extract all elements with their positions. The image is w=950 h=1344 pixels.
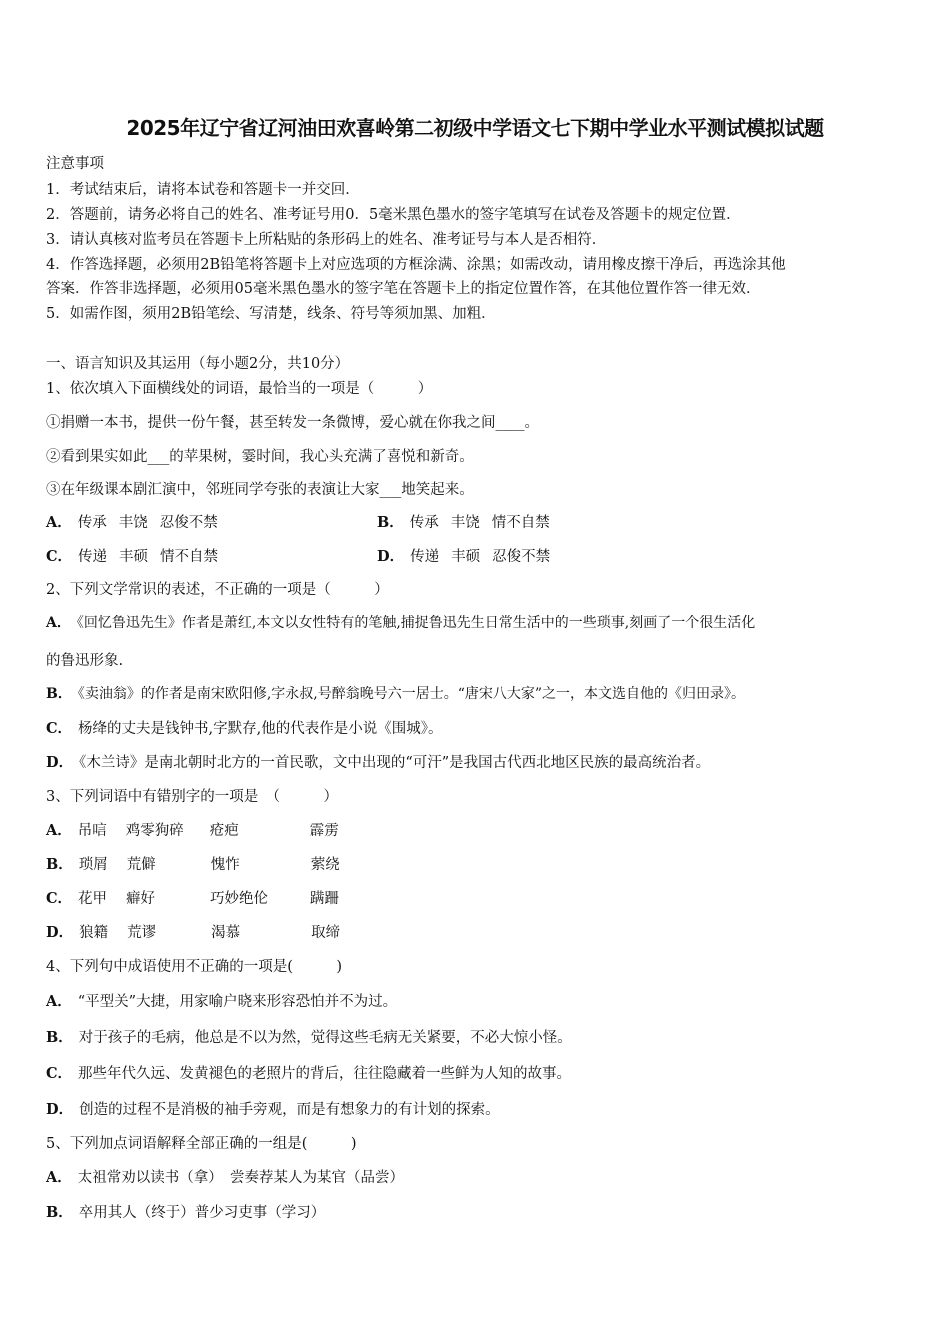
notice-heading: 注意事项 [46,156,104,172]
option-b: B． 传承 丰饶 情不自禁 [377,514,550,531]
question-5-option-a: A． 太祖常劝以读书（拿） 尝奏荐某人为某官（品尝） [46,1169,405,1186]
notice-item: 5．如需作图，须用2B铅笔绘、写清楚，线条、符号等须加黑、加粗． [46,306,496,322]
question-4-stem: 4、下列句中成语使用不正确的一项是( ) [46,959,343,975]
question-5-option-b: B． 卒用其人（终于）普少习吏事（学习） [46,1204,326,1221]
question-3-option-b: B． 琐屑 荒僻 愧怍 萦绕 [46,856,340,873]
question-2-option-a: A． 《回忆鲁迅先生》作者是萧红,本文以女性特有的笔触,捕捉鲁迅先生日常生活中的一些琐事,刻画了一个很生活化 [46,615,756,631]
question-1-sentence: ②看到果实如此___的苹果树，霎时间，我心头充满了喜悦和新奇。 [46,449,474,465]
question-4-option-d: D． 创造的过程不是消极的袖手旁观，而是有想象力的有计划的探索。 [46,1101,500,1118]
question-1-options-row [46,545,906,566]
question-2-option-d: D． 《木兰诗》是南北朝时北方的一首民歌，文中出现的“可汗”是我国古代西北地区民族的最高统治者。 [46,754,711,771]
question-3-option-d: D． 狼籍 荒谬 渴慕 取缔 [46,924,341,941]
question-2-stem: 2、下列文学常识的表述，不正确的一项是（ ） [46,582,389,598]
question-1-options-row [46,511,906,532]
question-3-option-c: C． 花甲 癖好 巧妙绝伦 蹒跚 [46,890,340,907]
question-4-option-a: A． “平型关”大捷，用家喻户晓来形容恐怕并不为过。 [46,993,398,1010]
question-4-option-c: C． 那些年代久远、发黄褪色的老照片的背后，往往隐藏着一些鲜为人知的故事。 [46,1065,572,1082]
question-5-stem: 5、下列加点词语解释全部正确的一组是( ) [46,1136,357,1152]
option-c: C． 传递 丰硕 情不自禁 [46,548,219,565]
question-2-option-b: B． 《卖油翁》的作者是南宋欧阳修,字永叔,号醉翁晚号六一居士。“唐宋八大家”之一，本文选自他的《归田录》。 [46,686,746,702]
notice-item: 1．考试结束后，请将本试卷和答题卡一并交回． [46,182,360,198]
question-3-stem: 3、下列词语中有错别字的一项是 （ ） [46,789,338,805]
question-3-option-a: A． 吊唁 鸡零狗碎 疮疤 霹雳 [46,822,339,839]
question-2-option-c: C． 杨绛的丈夫是钱钟书,字默存,他的代表作是小说《围城》。 [46,720,443,737]
notice-item: 4．作答选择题，必须用2B铅笔将答题卡上对应选项的方框涂满、涂黑；如需改动，请用橡皮擦干净后，再选涂其他 [46,257,786,273]
notice-item: 2．答题前，请务必将自己的姓名、准考证号用0．5毫米黑色墨水的签字笔填写在试卷及答题卡的规定位置． [46,207,741,223]
question-2-option-a-cont: 的鲁迅形象. [46,653,124,669]
option-d: D． 传递 丰硕 忍俊不禁 [377,548,551,565]
question-4-option-b: B． 对于孩子的毛病，他总是不以为然，觉得这些毛病无关紧要，不必大惊小怪。 [46,1029,572,1046]
question-1-stem: 1、依次填入下面横线处的词语，最恰当的一项是（ ） [46,381,433,397]
question-1-sentence: ①捐赠一本书，提供一份午餐，甚至转发一条微博，爱心就在你我之间____。 [46,415,539,431]
page-title: 2025年辽宁省辽河油田欢喜岭第二初级中学语文七下期中学业水平测试模拟试题 [126,116,824,140]
question-1-sentence: ③在年级课本剧汇演中，邻班同学夸张的表演让大家___地笑起来。 [46,482,474,498]
notice-item: 3．请认真核对监考员在答题卡上所粘贴的条形码上的姓名、准考证号与本人是否相符． [46,232,607,248]
section-heading: 一、语言知识及其运用（每小题2分，共10分） [46,356,350,372]
notice-item: 答案．作答非选择题，必须用05毫米黑色墨水的签字笔在答题卡上的指定位置作答，在其他位置作答一律无效． [46,281,761,297]
option-a: A． 传承 丰饶 忍俊不禁 [46,514,218,531]
